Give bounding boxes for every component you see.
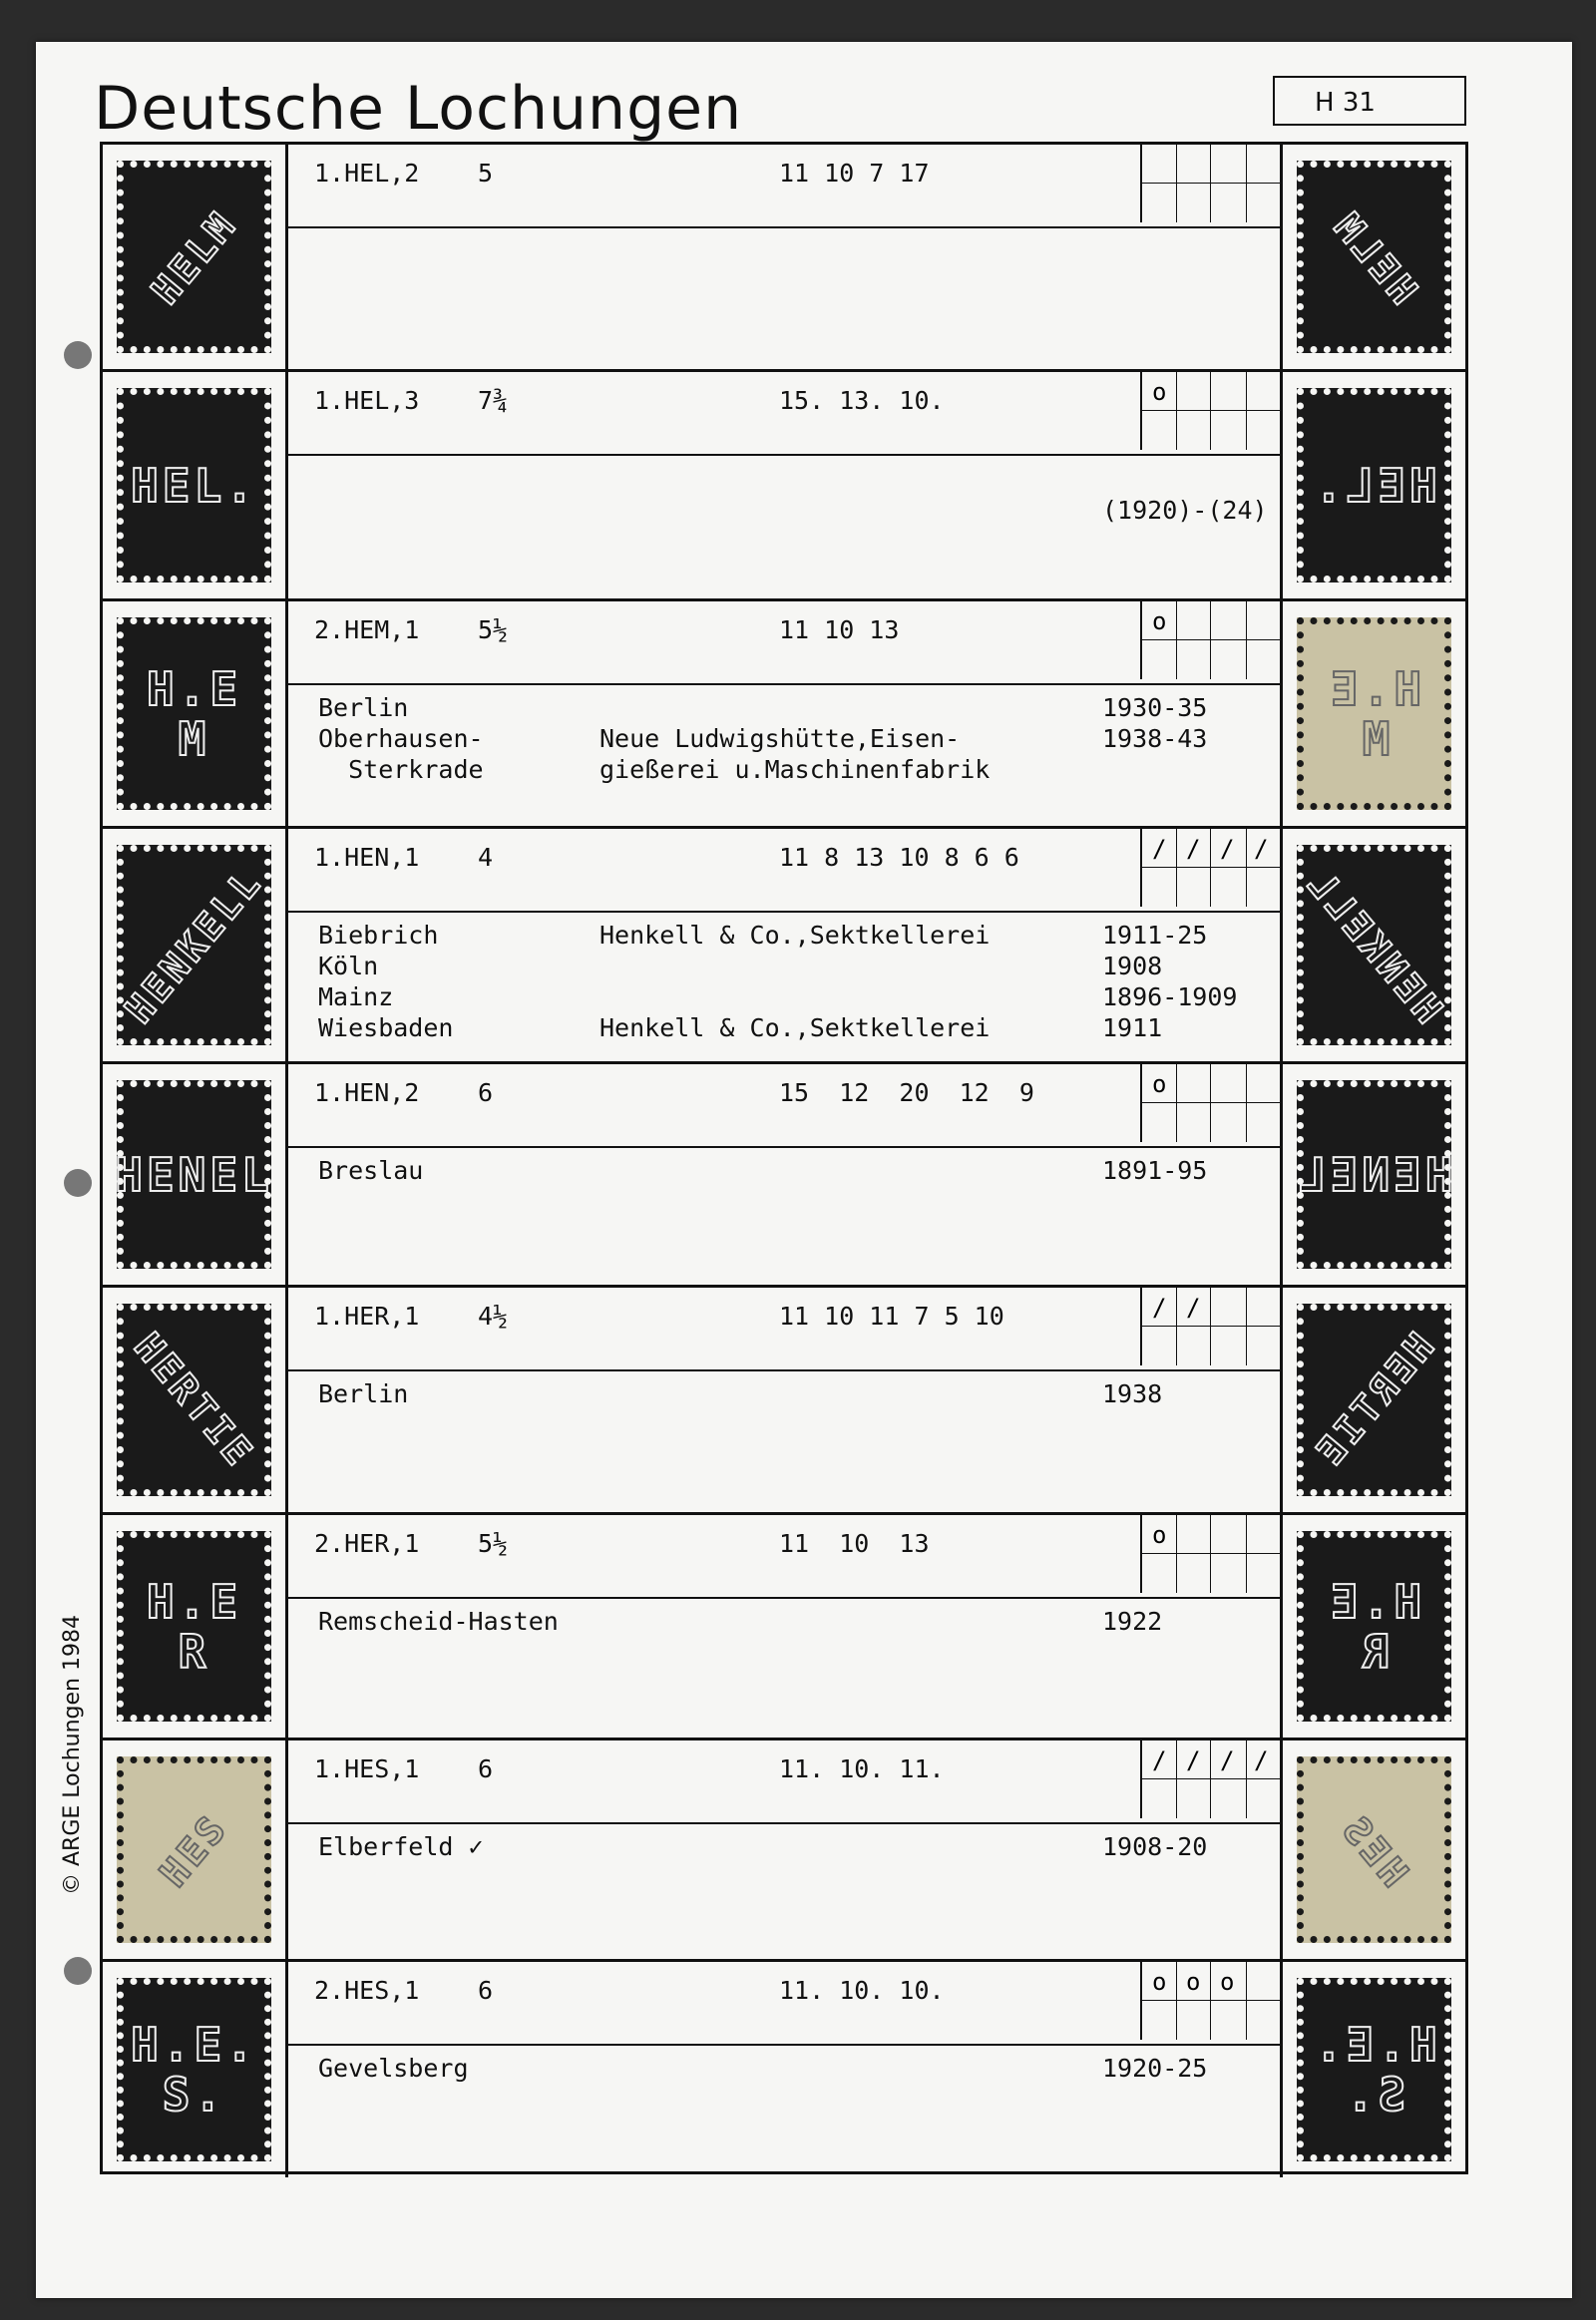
perforated-stamp-image xyxy=(1297,161,1451,353)
stamp-back xyxy=(1280,1064,1465,1285)
firm-name: gießerei u.Maschinenfabrik xyxy=(599,755,991,784)
stamp-back xyxy=(1280,601,1465,826)
usage-marks-grid xyxy=(1140,1962,1280,2040)
usage-mark: / xyxy=(1186,1294,1201,1322)
hole-count: 6 xyxy=(478,1976,494,2005)
usage-mark: / xyxy=(1152,1294,1167,1322)
measurements: 11. 10. 11. xyxy=(779,1754,945,1783)
perfin-row xyxy=(103,145,1465,372)
perforated-stamp-image xyxy=(117,1756,271,1943)
perforated-stamp-image xyxy=(1297,1531,1451,1722)
firm-name: Henkell & Co.,Sektkellerei xyxy=(599,921,991,950)
stamp-back xyxy=(1280,372,1465,598)
hole-count: 6 xyxy=(478,1078,494,1107)
perfin-code: 2.HER,1 xyxy=(314,1529,420,1558)
usage-marks-grid xyxy=(1140,145,1280,222)
perfin-pattern: HEL. xyxy=(1311,458,1437,513)
perfin-code: 1.HER,1 xyxy=(314,1302,420,1331)
perfin-code: 1.HEL,2 xyxy=(314,159,420,188)
usage-mark: / xyxy=(1152,835,1167,863)
usage-dates: 1896-1909 xyxy=(1102,982,1238,1011)
place-name: Elberfeld ✓ xyxy=(318,1832,484,1861)
stamp-front xyxy=(103,372,288,598)
perfin-pattern: HERTIE xyxy=(125,1324,263,1476)
copyright-note: © ARGE Lochungen 1984 xyxy=(60,1615,85,1895)
perfin-pattern: H.E. S. xyxy=(1311,2018,1437,2122)
place-name: Köln xyxy=(318,952,379,980)
place-name: Mainz xyxy=(318,982,394,1011)
perforated-stamp-image xyxy=(1297,1978,1451,2161)
perfin-pattern: H.E M xyxy=(1326,661,1422,766)
usage-marks-grid xyxy=(1140,1740,1280,1818)
usage-dates: 1920-25 xyxy=(1102,2054,1208,2083)
stamp-front xyxy=(103,601,288,826)
usage-mark: / xyxy=(1186,1746,1201,1774)
perfin-row xyxy=(103,1288,1465,1515)
perfin-pattern: HELM xyxy=(1323,201,1425,312)
perfin-pattern: HES xyxy=(151,1804,237,1895)
measurements: 11 10 13 xyxy=(779,615,900,644)
usage-mark: o xyxy=(1152,1521,1167,1549)
hole-count: 5½ xyxy=(478,1529,509,1558)
stamp-back xyxy=(1280,145,1465,369)
firm-name: Henkell & Co.,Sektkellerei xyxy=(599,1013,991,1042)
measurements: 11. 10. 10. xyxy=(779,1976,945,2005)
hole-count: 6 xyxy=(478,1754,494,1783)
hole-count: 5½ xyxy=(478,615,509,644)
place-name: Remscheid-Hasten xyxy=(318,1607,559,1636)
usage-mark: o xyxy=(1152,378,1167,406)
stamp-front xyxy=(103,145,288,369)
usage-dates: 1938 xyxy=(1102,1379,1163,1408)
usage-mark: o xyxy=(1220,1968,1235,1996)
perfin-pattern: HEL. xyxy=(131,458,257,513)
firm-name: Neue Ludwigshütte,Eisen- xyxy=(599,724,961,753)
perfin-pattern: H.E. S. xyxy=(131,2018,257,2122)
usage-marks-grid xyxy=(1140,372,1280,450)
perfin-pattern: H.E R xyxy=(1326,1574,1422,1679)
perfin-row xyxy=(103,372,1465,601)
perfin-pattern: H.E M xyxy=(146,661,242,766)
usage-dates: 1911-25 xyxy=(1102,921,1208,950)
perfin-code: 1.HEN,1 xyxy=(314,843,420,872)
usage-dates: 1930-35 xyxy=(1102,693,1208,722)
perfin-code: 1.HEN,2 xyxy=(314,1078,420,1107)
usage-marks-grid xyxy=(1140,601,1280,679)
perfin-table xyxy=(100,142,1468,2174)
usage-dates: (1920)-(24) xyxy=(1102,496,1268,525)
usage-mark: / xyxy=(1220,835,1235,863)
stamp-front xyxy=(103,1740,288,1959)
measurements: 15. 13. 10. xyxy=(779,386,945,415)
usage-dates: 1908 xyxy=(1102,952,1163,980)
hole-count: 4½ xyxy=(478,1302,509,1331)
perfin-row xyxy=(103,829,1465,1064)
hole-count: 5 xyxy=(478,159,494,188)
stamp-back xyxy=(1280,829,1465,1061)
binder-hole xyxy=(64,1169,92,1197)
stamp-front xyxy=(103,1515,288,1738)
perfin-code: 2.HES,1 xyxy=(314,1976,420,2005)
usage-mark: o xyxy=(1152,1968,1167,1996)
perfin-row xyxy=(103,601,1465,829)
usage-mark: o xyxy=(1152,607,1167,635)
place-name: Wiesbaden xyxy=(318,1013,454,1042)
measurements: 11 10 7 17 xyxy=(779,159,930,188)
binder-hole xyxy=(64,1957,92,1985)
perfin-row xyxy=(103,1740,1465,1962)
usage-mark: / xyxy=(1254,1746,1269,1774)
stamp-front xyxy=(103,1962,288,2177)
stamp-back xyxy=(1280,1288,1465,1512)
usage-marks-grid xyxy=(1140,1064,1280,1142)
page-title: Deutsche Lochungen xyxy=(94,74,743,144)
place-name: Gevelsberg xyxy=(318,2054,469,2083)
usage-dates: 1922 xyxy=(1102,1607,1163,1636)
usage-marks-grid xyxy=(1140,829,1280,907)
perfin-code: 1.HES,1 xyxy=(314,1754,420,1783)
place-name: Berlin xyxy=(318,1379,409,1408)
measurements: 11 10 11 7 5 10 xyxy=(779,1302,1004,1331)
place-name: Oberhausen- xyxy=(318,724,484,753)
usage-mark: o xyxy=(1186,1968,1201,1996)
usage-mark: o xyxy=(1152,1070,1167,1098)
perfin-pattern: HERTIE xyxy=(1305,1324,1443,1476)
place-name: Berlin xyxy=(318,693,409,722)
usage-mark: / xyxy=(1220,1746,1235,1774)
perfin-code: 2.HEM,1 xyxy=(314,615,420,644)
measurements: 11 8 13 10 8 6 6 xyxy=(779,843,1019,872)
perforated-stamp-image xyxy=(1297,617,1451,810)
perfin-pattern: H.E R xyxy=(146,1574,242,1679)
stamp-front xyxy=(103,1288,288,1512)
stamp-back xyxy=(1280,1962,1465,2177)
place-name: Biebrich xyxy=(318,921,439,950)
perforated-stamp-image xyxy=(1297,845,1451,1045)
perforated-stamp-image xyxy=(117,388,271,582)
perforated-stamp-image xyxy=(1297,1304,1451,1496)
perforated-stamp-image xyxy=(117,1304,271,1496)
place-name: Breslau xyxy=(318,1156,424,1185)
perfin-row xyxy=(103,1962,1465,2177)
binder-hole xyxy=(64,341,92,369)
perforated-stamp-image xyxy=(117,161,271,353)
stamp-back xyxy=(1280,1515,1465,1738)
usage-mark: / xyxy=(1152,1746,1167,1774)
hole-count: 4 xyxy=(478,843,494,872)
usage-dates: 1911 xyxy=(1102,1013,1163,1042)
perforated-stamp-image xyxy=(117,617,271,810)
perforated-stamp-image xyxy=(117,1978,271,2161)
perfin-pattern: HENEL xyxy=(115,1147,273,1202)
usage-marks-grid xyxy=(1140,1515,1280,1593)
usage-dates: 1938-43 xyxy=(1102,724,1208,753)
usage-marks-grid xyxy=(1140,1288,1280,1365)
page-code: H 31 xyxy=(1273,76,1466,126)
stamp-front xyxy=(103,829,288,1061)
perforated-stamp-image xyxy=(117,1080,271,1269)
hole-count: 7¾ xyxy=(478,386,509,415)
usage-mark: / xyxy=(1186,835,1201,863)
perfin-pattern: HENKELL xyxy=(1297,859,1451,1031)
perforated-stamp-image xyxy=(117,845,271,1045)
perfin-row xyxy=(103,1064,1465,1288)
perforated-stamp-image xyxy=(1297,1756,1451,1943)
perforated-stamp-image xyxy=(117,1531,271,1722)
usage-mark: / xyxy=(1254,835,1269,863)
perforated-stamp-image xyxy=(1297,388,1451,582)
perfin-code: 1.HEL,3 xyxy=(314,386,420,415)
perforated-stamp-image xyxy=(1297,1080,1451,1269)
perfin-pattern: HENKELL xyxy=(117,859,271,1031)
place-name: Sterkrade xyxy=(318,755,484,784)
usage-dates: 1891-95 xyxy=(1102,1156,1208,1185)
measurements: 11 10 13 xyxy=(779,1529,930,1558)
perfin-pattern: HELM xyxy=(143,201,245,312)
stamp-back xyxy=(1280,1740,1465,1959)
measurements: 15 12 20 12 9 xyxy=(779,1078,1034,1107)
perfin-pattern: HENEL xyxy=(1295,1147,1453,1202)
perfin-pattern: HES xyxy=(1331,1804,1417,1895)
stamp-front xyxy=(103,1064,288,1285)
usage-dates: 1908-20 xyxy=(1102,1832,1208,1861)
perfin-row xyxy=(103,1515,1465,1740)
